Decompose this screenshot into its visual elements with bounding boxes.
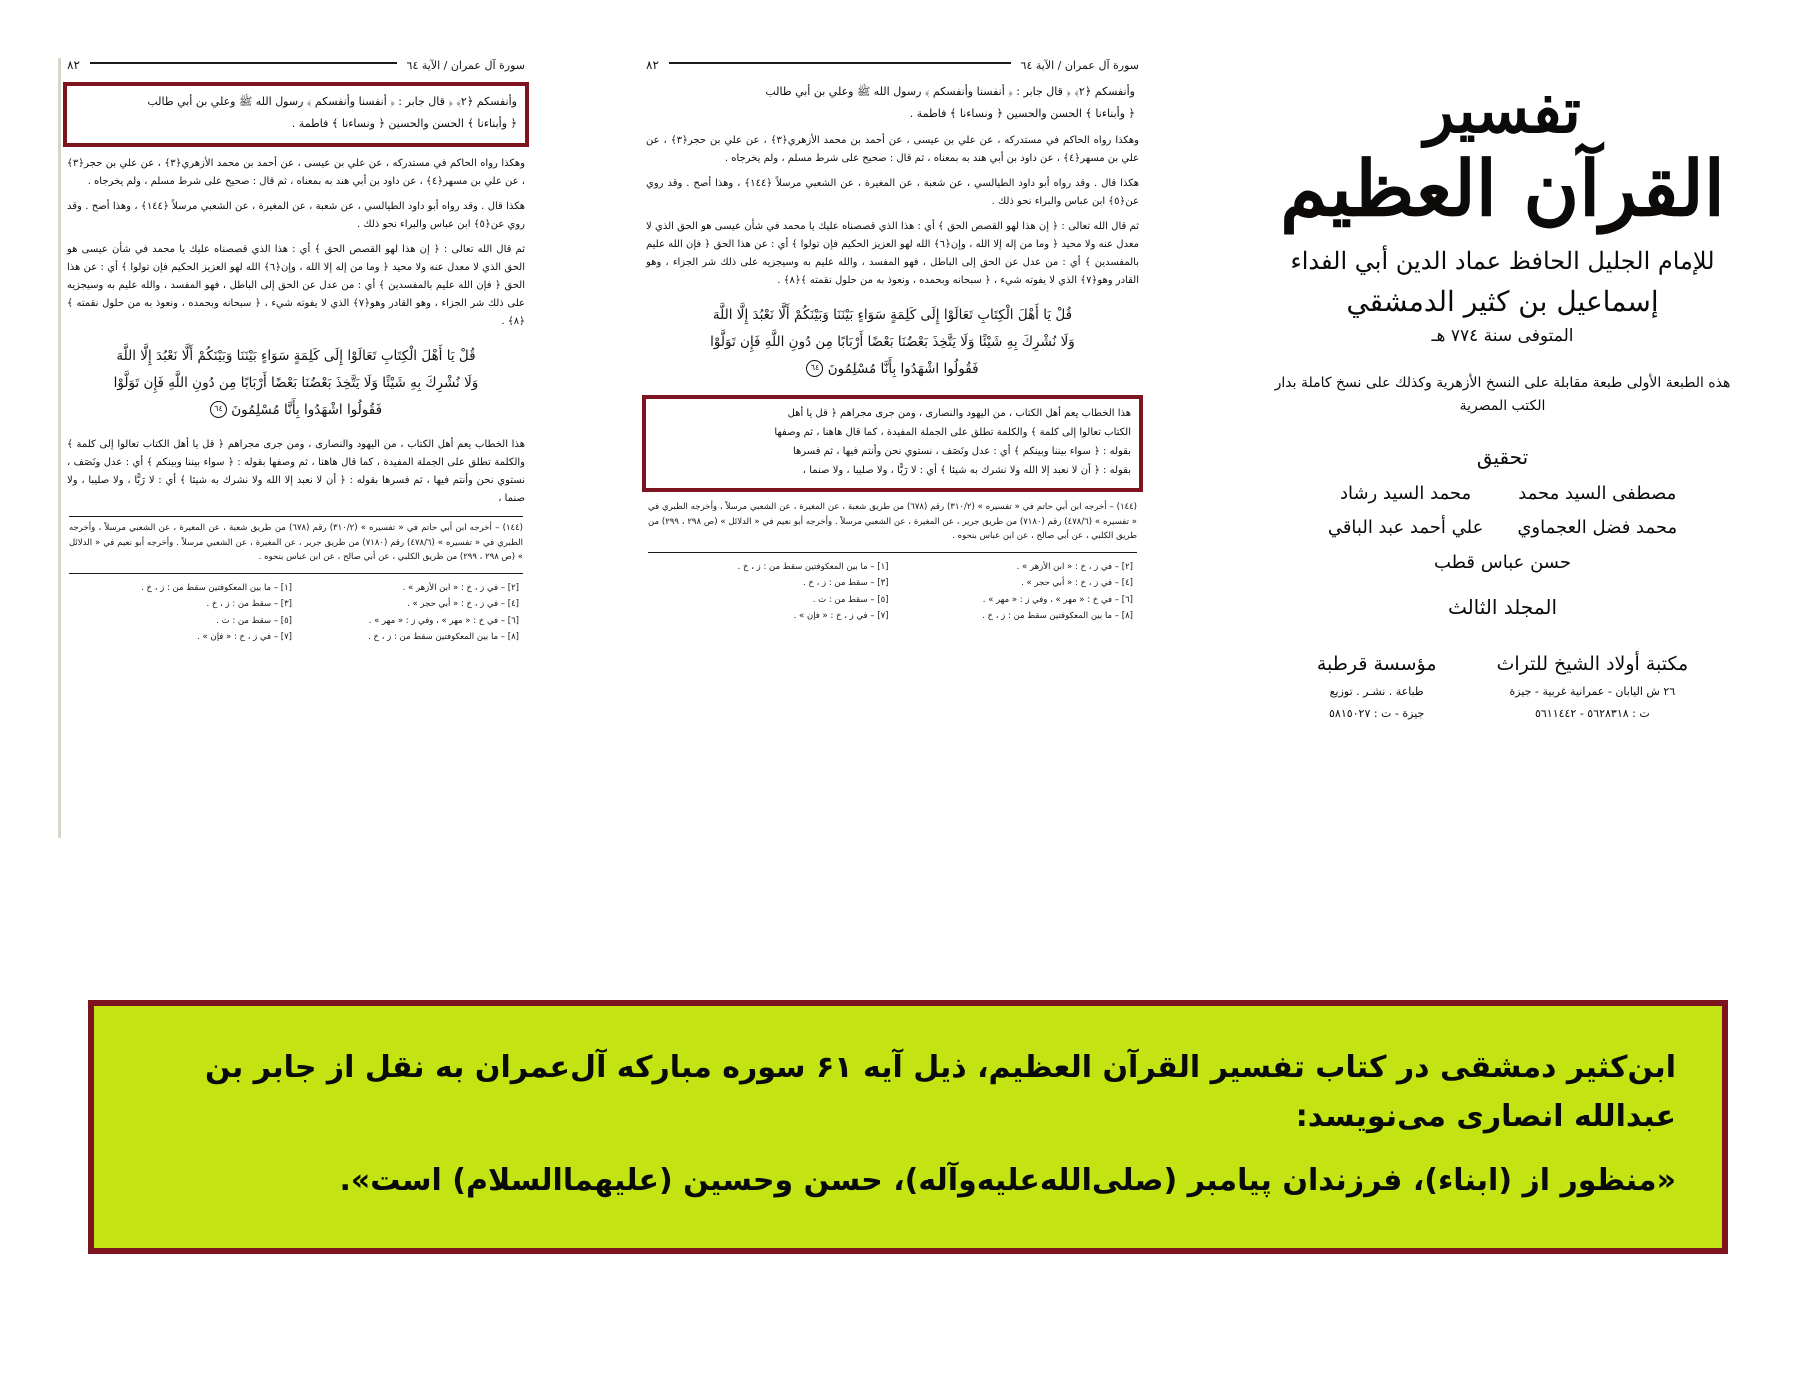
editor-name: مصطفى السيد محمد	[1518, 483, 1677, 505]
book-page-left	[58, 58, 531, 838]
header-rule	[669, 62, 1011, 64]
highlight-line-3: بقوله : ﴿ سواء بيننا وبينكم ﴾ أي : عدل ونَصَف ، نستوي نحن وأنتم فيها ، ثم فسرها	[792, 445, 1131, 457]
quran-line-1: قُلْ يَا أَهْلَ الْكِتَابِ تَعَالَوْا إِلَى كَلِمَةٍ سَوَاءٍ بَيْنَنَا وَبَيْنَكُمْ أَلَّا نَعْبُدَ إِلَّا اللَّهَ	[116, 347, 476, 364]
highlight-line-2: الكتاب تعالوا إلى كلمة ﴾ والكلمة تطلق على الجملة المفيدة ، كما قال هاهنا ، ثم وصفها	[774, 426, 1131, 438]
variant-separator	[69, 573, 523, 574]
variant-row: [٨] – ما بين المعكوفتين سقط من : ز ، خ .	[982, 610, 1133, 621]
paragraph-2: هكذا قال . وقد رواه أبو داود الطيالسي ، عن شعبة ، عن المغيرة ، عن الشعبي مرسلاً ﴿١٤٤﴾ ، وهذا أصح . وقد روي عن﴿٥﴾ ابن عباس والبراء نحو ذلك .	[67, 200, 525, 230]
cover-publishers	[1230, 649, 1775, 723]
cover-editors	[1230, 477, 1775, 545]
page-header-title: سورة آل عمران / الآية ٦٤	[1020, 58, 1139, 72]
variant-row: [٧] – في ز ، خ : « فإن » .	[793, 610, 889, 621]
cover-death-year: المتوفى سنة ٧٧٤ هـ	[1431, 325, 1574, 346]
paragraph-3: ثم قال الله تعالى : ﴿ إن هذا لهو القصص الحق ﴾ أي : هذا الذي قصصناه عليك يا محمد في شأن عيسى هو الحق الذي لا معدل عنه ولا محيد ﴿ وما من إله إلا الله ، وإن﴿٦﴾ الله لهو العزيز الحكيم فإن تولوا ﴾ أي : عن هذا الحق ﴿ فإن الله عليم بالمفسدين ﴾ أي : من عدل عن الحق إلى الباطل ، فهو المفسد ، والله عليم به وسيجزيه على ذلك شر الجزاء ، وهو القادر وهو﴿٧﴾ الذي لا يفوته شيء ، ﴿ سبحانه وبحمده ، ونعوذ به من حلول نقمته ﴾﴿٨﴾ .	[67, 243, 525, 327]
footnote-144: (١٤٤) – أخرجه ابن أبي حاتم في « تفسيره » (٣١٠/٢) رقم (٦٧٨) من طريق شعبة ، عن المغيرة ، عن الشعبي مرسلاً ، وأخرجه الطبري في « تفسيره » (٤٧٨/٦) رقم (٧١٨٠) من طريق جرير ، عن المغيرة ، عن الشعبي مرسلاً . وأخرجه أبو نعيم في « الدلائل » (ص ٢٩٨ ، ٢٩٩) من طريق الكلبي ، عن أبي صالح ، عن ابن عباس بنحوه .	[69, 522, 523, 563]
variant-row: [١] – ما بين المعكوفتين سقط من : ز ، خ .	[141, 583, 292, 594]
highlight-line-1: وأنفسكم ﴿٢﴾ ﴿ قال جابر : ﴿ أنفسنا وأنفسكم ﴾ رسول الله ﷺ وعلي بن أبي طالب	[147, 95, 517, 108]
page-header-left	[61, 58, 531, 76]
top-line-1: وأنفسكم ﴿٢﴾ ﴿ قال جابر : ﴿ أنفسنا وأنفسكم ﴾ رسول الله ﷺ وعلي بن أبي طالب	[765, 85, 1135, 98]
variant-row: [١] – ما بين المعكوفتين سقط من : ز ، خ .	[737, 562, 889, 573]
book-cover	[1230, 60, 1775, 910]
header-rule	[90, 62, 397, 64]
quran-verse-block	[71, 343, 521, 424]
quran-line-1: قُلْ يَا أَهْلَ الْكِتَابِ تَعَالَوْا إِلَى كَلِمَةٍ سَوَاءٍ بَيْنَنَا وَبَيْنَكُمْ أَلَّا نَعْبُدَ إِلَّا اللَّهَ	[712, 306, 1073, 323]
page-number: ٨٢	[67, 58, 80, 72]
book-page-right	[640, 58, 1145, 838]
ayah-number-marker: ٦٤	[210, 401, 227, 418]
paragraph-3: ثم قال الله تعالى : ﴿ إن هذا لهو القصص الحق ﴾ أي : هذا الذي قصصناه عليك يا محمد في شأن عيسى هو الحق الذي لا معدل عنه ولا محيد ﴿ وما من إله إلا الله ، وإن﴿٦﴾ الله لهو العزيز الحكيم فإن تولوا ﴾ أي : عن هذا الحق ﴿ فإن الله عليم بالمفسدين ﴾ أي : من عدل عن الحق إلى الباطل ، فهو المفسد ، والله عليم به وسيجزيه على ذلك شر الجزاء ، وهو القادر وهو﴿٧﴾ الذي لا يفوته شيء ، ﴿ سبحانه وبحمده ، ونعوذ به من حلول نقمته ﴾﴿٨﴾ .	[646, 220, 1140, 286]
publisher-phone: جيزة - ت : ٥٨١٥٠٢٧	[1329, 706, 1425, 720]
editor-name: حسن عباس قطب	[1433, 551, 1571, 573]
cover-title-line-1: تفسير	[1424, 74, 1581, 147]
paragraph-2: هكذا قال . وقد رواه أبو داود الطيالسي ، عن شعبة ، عن المغيرة ، عن الشعبي مرسلاً ﴿١٤٤﴾ ، وهذا أصح . وقد روي عن﴿٥﴾ ابن عباس والبراء نحو ذلك .	[646, 177, 1139, 207]
quran-verse-block	[650, 302, 1135, 383]
paragraph-tail: هذا الخطاب يعم أهل الكتاب ، من اليهود والنصارى ، ومن جرى مجراهم ﴿ قل يا أهل الكتاب تعالوا إلى كلمة ﴾ والكلمة تطلق على الجملة المفيدة ، كما قال هاهنا ، ثم وصفها بقوله : ﴿ سواء بيننا وبينكم ﴾ أي : عدل ونَصَف ، نستوي نحن وأنتم فيها ، ثم فسرها بقوله : ﴿ أن لا نعبد إلا الله ولا نشرك به شيئا ﴾ أي : لا رَبًّا ، ولا صليبا ، ولا صنما ،	[67, 438, 525, 504]
paragraph-1: وهكذا رواه الحاكم في مستدركه ، عن علي بن عيسى ، عن أحمد بن محمد الأزهري﴿٣﴾ ، عن علي بن حجر﴿٣﴾ ، عن علي بن مسهر﴿٤﴾ ، عن داود بن أبي هند به بمعناه ، ثم قال : صحيح على شرط مسلم ، ولم يخرجاه .	[67, 157, 525, 187]
variant-row: [٤] – في ز ، خ : « أبي حجر » .	[407, 599, 519, 610]
quran-line-3	[71, 397, 521, 424]
variant-row: [٥] – سقط من : ت .	[812, 594, 889, 605]
publisher-name: مؤسسة قرطبة	[1316, 652, 1437, 675]
variant-row: [٤] – في ز ، خ : « أبي حجر » .	[1021, 578, 1133, 589]
highlight-box-hadith	[63, 82, 529, 147]
quran-line-3-text: فَقُولُوا اشْهَدُوا بِأَنَّا مُسْلِمُونَ	[827, 360, 979, 377]
editor-name: علي أحمد عبد الباقي	[1327, 517, 1484, 539]
highlight-line-1: هذا الخطاب يعم أهل الكتاب ، من اليهود والنصارى ، ومن جرى مجراهم ﴿ قل يا أهل	[787, 407, 1131, 419]
cover-tahqiq-label: تحقيق	[1476, 445, 1529, 470]
variant-row: [٦] – في خ : « مهر » ، وفي ز : « مهر » .	[368, 615, 519, 626]
variant-row: [٨] – ما بين المعكوفتين سقط من : ز ، خ .	[368, 631, 519, 642]
publisher-address: طباعة . نشـر . توزيع	[1329, 685, 1424, 699]
publisher-address: ٢٦ ش اليابان - عمرانية غربية - جيزة	[1509, 685, 1676, 699]
top-line-2: ﴿ وأبناءنا ﴾ الحسن والحسين ﴿ ونساءنا ﴾ فاطمة .	[909, 107, 1135, 121]
variant-row: [٢] – في ز ، خ : « ابن الأزهر » .	[1016, 562, 1133, 573]
page-header-title: سورة آل عمران / الآية ٦٤	[406, 58, 525, 72]
cover-title-line-2: القرآن العظيم	[1280, 144, 1725, 234]
cover-author-name: إسماعيل بن كثير الدمشقي	[1346, 284, 1659, 318]
footnote-144: (١٤٤) – أخرجه ابن أبي حاتم في « تفسيره » (٣١٠/٢) رقم (٦٧٨) من طريق شعبة ، عن المغيرة ، عن الشعبي مرسلاً ، وأخرجه الطبري في « تفسيره » (٤٧٨/٦) رقم (٧١٨٠) من طريق جرير ، عن المغيرة ، عن الشعبي مرسلاً . وأخرجه أبو نعيم في « الدلائل » (ص ٢٩٨ ، ٢٩٩) من طريق الكلبي ، عن أبي صالح ، عن ابن عباس بنحوه .	[648, 501, 1137, 542]
variant-row: [٦] – في خ : « مهر » ، وفي ز : « مهر » .	[982, 594, 1133, 605]
variant-row: [٢] – في ز ، خ : « ابن الأزهر » .	[402, 583, 519, 594]
persian-caption-box	[88, 1000, 1728, 1254]
quran-line-2: وَلَا نُشْرِكَ بِهِ شَيْئًا وَلَا يَتَّخِذَ بَعْضُنَا بَعْضًا أَرْبَابًا مِن دُونِ اللَّهِ فَإِن تَوَلَّوْا	[113, 374, 479, 391]
caption-line-2: «منظور از (ابناء)، فرزندان پیامبر (صلی‌الله‌علیه‌وآله)، حسن وحسین (علیهماالسلام) است».	[339, 1163, 1676, 1199]
footnote-separator	[69, 516, 523, 517]
quran-line-2: وَلَا نُشْرِكَ بِهِ شَيْئًا وَلَا يَتَّخِذَ بَعْضُنَا بَعْضًا أَرْبَابًا مِن دُونِ اللَّهِ فَإِن تَوَلَّوْا	[710, 333, 1075, 350]
publisher-block	[1497, 649, 1689, 723]
highlight-line-2: ﴿ وأبناءنا ﴾ الحسن والحسين ﴿ ونساءنا ﴾ فاطمة .	[291, 117, 517, 131]
quran-line-3	[650, 356, 1135, 383]
highlight-line-4: بقوله : ﴿ أن لا نعبد إلا الله ولا نشرك به شيئا ﴾ أي : لا رَبًّا ، ولا صليبا ، ولا صنما ،	[802, 464, 1131, 476]
variant-notes-left	[69, 580, 523, 645]
ayah-number-marker: ٦٤	[806, 360, 823, 377]
publisher-phone: ت : ٥٦٢٨٣١٨ - ٥٦١١٤٤٢	[1534, 706, 1650, 720]
variant-row: [٥] – سقط من : ت .	[216, 615, 292, 626]
highlight-box-tafsir	[642, 395, 1143, 492]
publisher-name: مكتبة أولاد الشيخ للتراث	[1496, 652, 1689, 675]
variant-notes-right	[648, 559, 1137, 624]
page-header-right	[640, 58, 1145, 76]
cover-edition-note: هذه الطبعة الأولى طبعة مقابلة على النسخ الأزهرية وكذلك على نسخ كاملة بدار الكتب المصرية	[1274, 374, 1731, 415]
cover-author-intro: للإمام الجليل الحافظ عماد الدين أبي الفداء	[1290, 246, 1715, 275]
variant-separator	[648, 552, 1137, 553]
editor-name: محمد فضل العجماوي	[1517, 517, 1678, 539]
caption-line-1: ابن‌کثیر دمشقی در کتاب تفسیر القرآن العظیم، ذیل آیه ۶۱ سوره مبارکه آل‌عمران به نقل از جابر بن عبدالله انصاری می‌نویسد:	[204, 1050, 1676, 1134]
page-number: ٨٢	[646, 58, 659, 72]
editor-name: محمد السيد رشاد	[1339, 483, 1472, 505]
paragraph-1: وهكذا رواه الحاكم في مستدركه ، عن علي بن عيسى ، عن أحمد بن محمد الأزهري﴿٣﴾ ، عن علي بن حجر﴿٣﴾ ، عن علي بن مسهر﴿٤﴾ ، عن داود بن أبي هند به بمعناه ، ثم قال : صحيح على شرط مسلم ، ولم يخرجاه .	[646, 134, 1139, 164]
cover-volume: المجلد الثالث	[1447, 594, 1558, 619]
quran-line-3-text: فَقُولُوا اشْهَدُوا بِأَنَّا مُسْلِمُونَ	[231, 401, 383, 418]
publisher-block	[1317, 649, 1437, 723]
variant-row: [٣] – سقط من : ز ، خ .	[802, 578, 889, 589]
variant-row: [٧] – في ز ، خ : « فإن » .	[197, 631, 292, 642]
variant-row: [٣] – سقط من : ز ، خ .	[206, 599, 292, 610]
